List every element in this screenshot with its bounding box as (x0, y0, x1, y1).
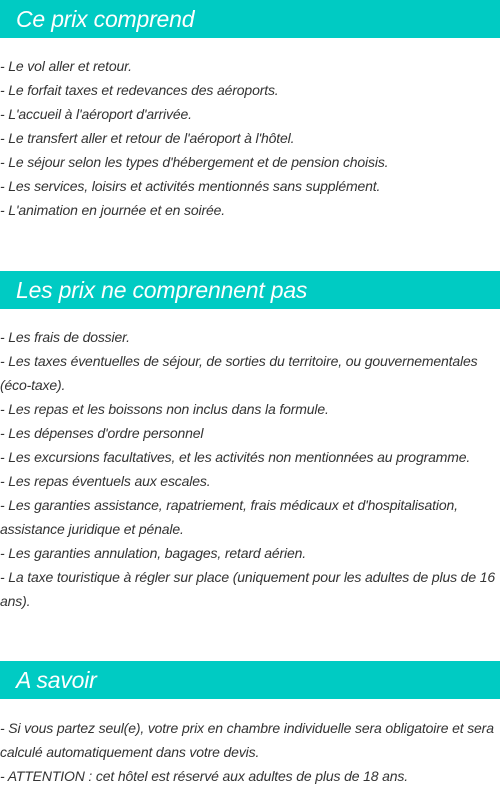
list-item: - Les taxes éventuelles de séjour, de sorties du territoire, ou gouvernementales (éco-taxe). (0, 353, 478, 393)
section-header-band (0, 0, 500, 38)
list-item: - Les repas et les boissons non inclus dans la formule. (0, 401, 329, 417)
section-header-band (0, 271, 500, 309)
list-item: - Les repas éventuels aux escales. (0, 473, 211, 489)
section-title: Les prix ne comprennent pas (16, 276, 308, 303)
list-item: - Le séjour selon les types d'hébergement et de pension choisis. (0, 154, 389, 170)
list-item: - La taxe touristique à régler sur place (uniquement pour les adultes de plus de 16 ans). (0, 569, 495, 609)
section-header-band (0, 661, 500, 699)
section-title: Ce prix comprend (16, 5, 195, 32)
section-price-excludes (0, 271, 500, 613)
excluded-list (0, 325, 500, 613)
included-list (0, 54, 500, 222)
list-item: - Le vol aller et retour. (0, 58, 132, 74)
list-item: - L'accueil à l'aéroport d'arrivée. (0, 106, 192, 122)
list-item: - L'animation en journée et en soirée. (0, 202, 226, 218)
section-title: A savoir (16, 666, 97, 693)
info-list (0, 716, 500, 788)
list-item: - Les dépenses d'ordre personnel (0, 425, 204, 441)
section-price-includes (0, 0, 500, 222)
list-item: - Les excursions facultatives, et les activités non mentionnées au programme. (0, 449, 471, 465)
list-item: - Les garanties annulation, bagages, retard aérien. (0, 545, 307, 561)
list-item: - Si vous partez seul(e), votre prix en chambre individuelle sera obligatoire et sera calculé automatiquement dans votre devis. (0, 720, 494, 760)
list-item: - Le transfert aller et retour de l'aéroport à l'hôtel. (0, 130, 295, 146)
list-item: - Les garanties assistance, rapatriement, frais médicaux et d'hospitalisation, assistance juridique et pénale. (0, 497, 458, 537)
list-item: - Le forfait taxes et redevances des aéroports. (0, 82, 279, 98)
list-item: - Les services, loisirs et activités mentionnés sans supplément. (0, 178, 381, 194)
section-good-to-know (0, 661, 500, 788)
list-item: - Les frais de dossier. (0, 329, 130, 345)
list-item: - ATTENTION : cet hôtel est réservé aux adultes de plus de 18 ans. (0, 768, 408, 784)
